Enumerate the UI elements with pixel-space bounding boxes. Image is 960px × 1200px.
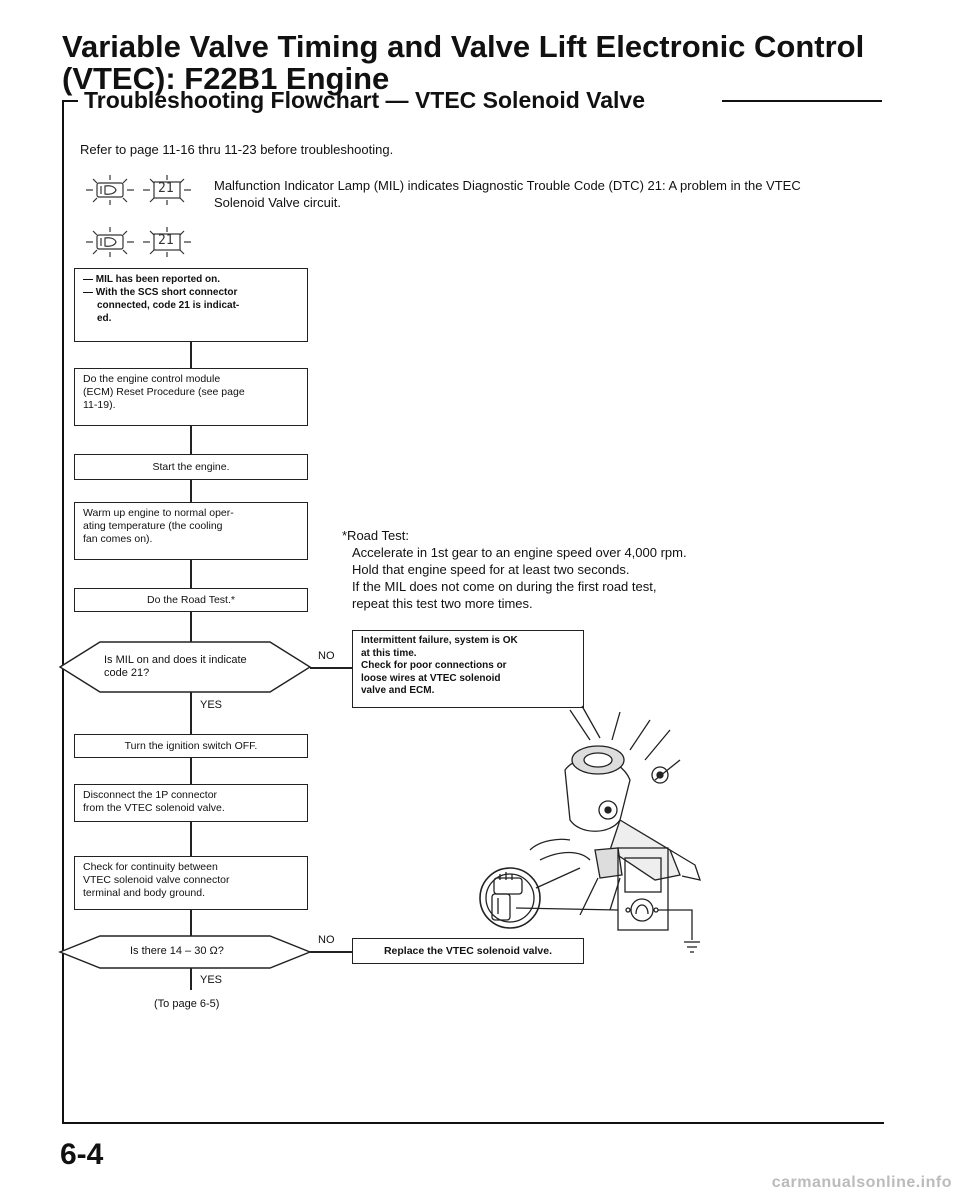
step4-line1: Warm up engine to normal oper-	[83, 507, 234, 519]
intermittent-line5: valve and ECM.	[361, 685, 435, 696]
road-test-line1: Accelerate in 1st gear to an engine speed over 4,000 rpm.	[352, 545, 687, 560]
mil-description-line1: Malfunction Indicator Lamp (MIL) indicates Diagnostic Trouble Code (DTC) 21: A problem in the VTEC	[214, 178, 801, 193]
step1-line1: — MIL has been reported on.	[83, 274, 221, 285]
road-test-heading: *Road Test:	[342, 528, 409, 543]
connector-4	[190, 560, 192, 588]
code-21-icon	[142, 174, 192, 210]
no1-connector	[310, 667, 352, 669]
page-number: 6-4	[60, 1138, 104, 1171]
connector-1	[190, 342, 192, 368]
step2-line3: 11-19).	[83, 399, 116, 411]
step1-line4: ed.	[97, 313, 112, 324]
watermark-text: carmanualsonline.info	[771, 1174, 952, 1191]
step2-line1: Do the engine control module	[83, 373, 221, 385]
step-road-test: Do the Road Test.*	[74, 588, 308, 612]
to-page-text: (To page 6-5)	[154, 998, 220, 1010]
step-ecm-reset	[74, 368, 308, 426]
mil-lamp-icon	[85, 174, 135, 210]
road-test-line4: repeat this test two more times.	[352, 596, 533, 611]
connector-5	[190, 612, 192, 642]
yes2-label: YES	[200, 974, 223, 986]
intermittent-line2: at this time.	[361, 647, 417, 659]
connector-9	[190, 910, 192, 936]
step-disconnect-connector	[74, 784, 308, 822]
step7-line2: from the VTEC solenoid valve.	[83, 802, 225, 814]
code-21-label-2: 21	[158, 233, 174, 248]
step-start-engine: Start the engine.	[74, 454, 308, 480]
page-left-border	[62, 100, 64, 1124]
section-subtitle: Troubleshooting Flowchart — VTEC Solenoid Valve	[84, 87, 646, 113]
decision1-text	[104, 654, 247, 680]
road-test-line3: If the MIL does not come on during the first road test,	[352, 579, 657, 594]
code-21-label: 21	[158, 181, 174, 196]
step4-line2: ating temperature (the cooling	[83, 520, 223, 532]
mil-description-line2: Solenoid Valve circuit.	[214, 195, 341, 210]
subtitle-rule-right	[722, 100, 882, 102]
solenoid-ohmmeter-illustration	[470, 700, 730, 970]
step-ignition-off: Turn the ignition switch OFF.	[74, 734, 308, 758]
intermittent-line3: Check for poor connections or	[361, 660, 507, 671]
decision2-text: Is there 14 – 30 Ω?	[130, 945, 224, 957]
step7-line1: Disconnect the 1P connector	[83, 789, 218, 801]
yes1-label: YES	[200, 699, 223, 711]
no2-connector	[310, 951, 352, 953]
step-mil-reported	[74, 268, 308, 342]
intermittent-line4: loose wires at VTEC solenoid	[361, 672, 501, 684]
decision1-line2: code 21?	[104, 667, 150, 679]
no1-label: NO	[318, 650, 335, 662]
step1-line2: — With the SCS short connector	[83, 287, 238, 298]
refer-text: Refer to page 11-16 thru 11-23 before troubleshooting.	[80, 142, 394, 157]
connector-6	[190, 692, 192, 734]
step8-line3: terminal and body ground.	[83, 887, 205, 899]
step-check-continuity	[74, 856, 308, 910]
code-21-icon-2	[142, 226, 192, 262]
step1-line3: connected, code 21 is indicat-	[97, 300, 240, 311]
replace-solenoid-box: Replace the VTEC solenoid valve.	[352, 938, 584, 964]
subtitle-rule-left	[62, 100, 78, 102]
connector-10	[190, 968, 192, 990]
step2-line2: (ECM) Reset Procedure (see page	[83, 386, 245, 398]
road-test-line2: Hold that engine speed for at least two seconds.	[352, 562, 630, 577]
connector-7	[190, 758, 192, 784]
page-title-line2: (VTEC): F22B1 Engine	[62, 61, 390, 96]
step8-line2: VTEC solenoid valve connector	[83, 874, 230, 886]
page-bottom-border	[62, 1122, 884, 1124]
page-title-line1: Variable Valve Timing and Valve Lift Electronic Control	[62, 29, 865, 64]
connector-8	[190, 822, 192, 856]
step-warm-up	[74, 502, 308, 560]
connector-2	[190, 426, 192, 454]
step8-line1: Check for continuity between	[83, 861, 218, 873]
step4-line3: fan comes on).	[83, 533, 153, 545]
intermittent-line1: Intermittent failure, system is OK	[361, 635, 518, 646]
decision1-line1: Is MIL on and does it indicate	[104, 654, 247, 666]
no2-label: NO	[318, 934, 335, 946]
mil-lamp-icon-2	[85, 226, 135, 262]
connector-3	[190, 480, 192, 502]
intermittent-failure-box	[352, 630, 584, 708]
